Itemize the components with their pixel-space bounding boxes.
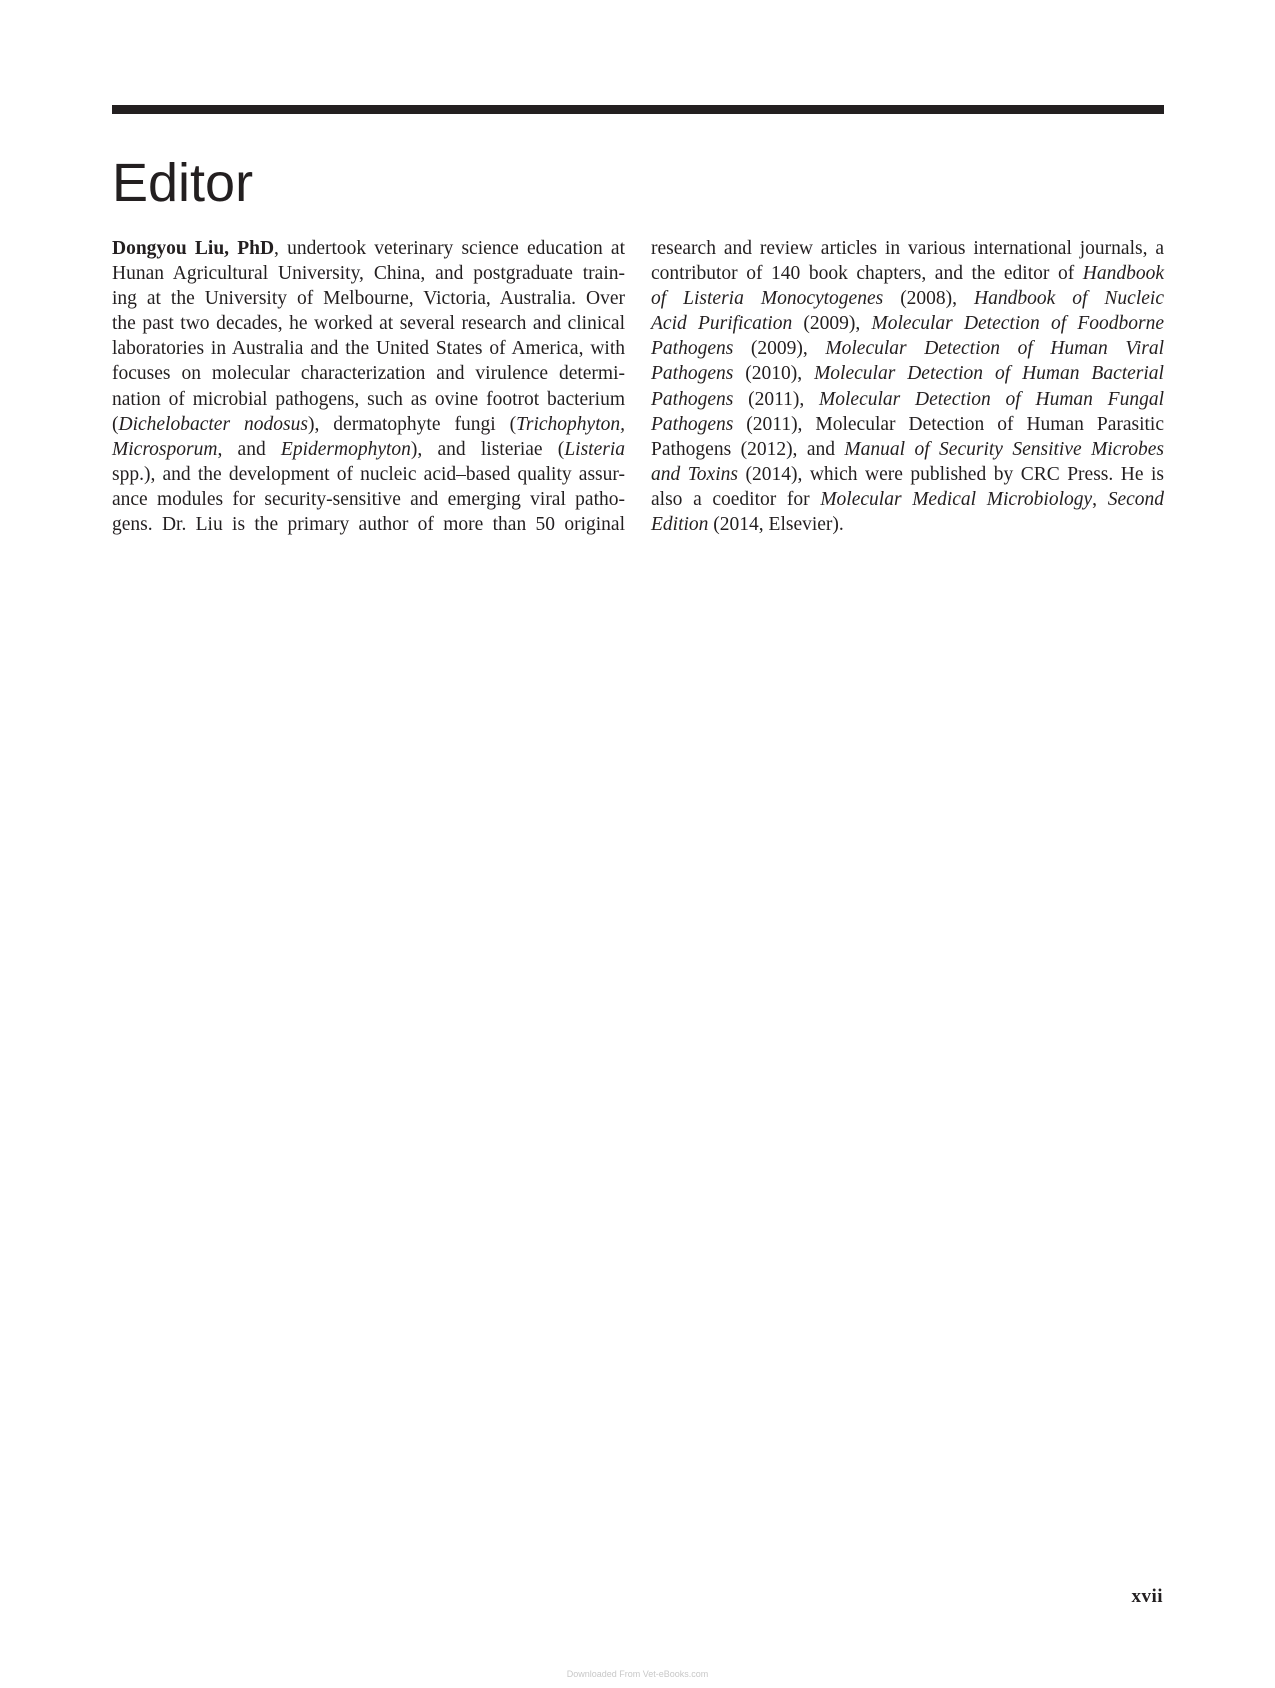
text-line	[112, 487, 625, 512]
author-name: Dongyou Liu, PhD	[112, 238, 275, 259]
text-line	[651, 512, 1164, 537]
text-line	[112, 236, 625, 261]
body-text: gens. Dr. Liu is the primary author of more than 50 original	[112, 514, 625, 536]
text-line	[651, 487, 1164, 512]
body-text: contributor of 140 book chapters, and the editor of	[651, 263, 1083, 285]
italic-text: Handbook	[1082, 263, 1164, 285]
body-text: spp.), and the development of nucleic acid–based quality assur-	[112, 463, 625, 485]
italic-text: Pathogens	[651, 338, 734, 360]
text-line	[651, 462, 1164, 487]
text-line	[651, 311, 1164, 336]
text-line	[651, 437, 1164, 462]
download-watermark: Downloaded From Vet-eBooks.com	[566, 1669, 709, 1679]
italic-text: Trichophyton,	[516, 413, 625, 435]
italic-text: Edition	[651, 514, 709, 536]
bio-column-right	[651, 236, 1164, 537]
page-number: xvii	[1131, 1586, 1163, 1607]
italic-text: Molecular Detection of Foodborne	[871, 313, 1164, 335]
text-line	[112, 462, 625, 487]
body-text: (2009),	[792, 313, 872, 335]
body-text: laboratories in Australia and the United States of America, with	[112, 338, 625, 360]
body-text: (2011), Molecular Detection of Human Parasitic	[733, 413, 1164, 435]
body-text: (2014), which were published by CRC Press. He is	[737, 463, 1164, 485]
italic-text: Listeria	[564, 438, 625, 460]
text-line	[112, 261, 625, 286]
body-text: ance modules for security-sensitive and emerging viral patho-	[112, 488, 625, 510]
italic-text: Epidermophyton	[280, 438, 411, 460]
italic-text: Pathogens	[651, 363, 734, 385]
body-text: (2010),	[733, 363, 815, 385]
italic-text: Microsporum	[112, 438, 218, 460]
body-text: nation of microbial pathogens, such as ovine footrot bacterium	[112, 388, 625, 410]
text-line	[112, 336, 625, 361]
body-text: ), and listeriae (	[410, 438, 565, 460]
body-text: ,	[1092, 488, 1108, 510]
italic-text: and Toxins	[651, 463, 738, 485]
body-text: , undertook veterinary science education at	[274, 238, 625, 259]
body-text: Pathogens (2012), and	[651, 438, 845, 460]
body-text: (2008),	[883, 288, 975, 310]
italic-text: Pathogens	[651, 413, 734, 435]
italic-text: Molecular Detection of Human Bacterial	[814, 363, 1164, 385]
text-line	[651, 261, 1164, 286]
text-line	[112, 512, 625, 537]
body-text: (2011),	[733, 388, 819, 410]
italic-text: Manual of Security Sensitive Microbes	[844, 438, 1164, 460]
body-text: (	[112, 413, 119, 435]
body-text: research and review articles in various international journals, a	[651, 238, 1164, 259]
body-text: (2014, Elsevier).	[708, 514, 844, 536]
body-text: ing at the University of Melbourne, Victoria, Australia. Over	[112, 288, 625, 310]
body-text: focuses on molecular characterization and virulence determi-	[112, 363, 625, 385]
text-line	[651, 361, 1164, 386]
text-line	[112, 361, 625, 386]
text-line	[112, 387, 625, 412]
italic-text: Dichelobacter nodosus	[118, 413, 308, 435]
text-line	[651, 387, 1164, 412]
italic-text: Pathogens	[651, 388, 734, 410]
italic-text: Second	[1107, 488, 1164, 510]
text-line	[112, 311, 625, 336]
text-line	[651, 336, 1164, 361]
italic-text: of Listeria Monocytogenes	[651, 288, 884, 310]
italic-text: Molecular Detection of Human Fungal	[819, 388, 1164, 410]
text-line	[651, 236, 1164, 261]
body-text: (2009),	[733, 338, 826, 360]
bio-column-left	[112, 236, 625, 537]
body-text: Hunan Agricultural University, China, and postgraduate train-	[112, 263, 625, 285]
page-title: Editor	[112, 153, 254, 213]
body-text: the past two decades, he worked at several research and clinical	[112, 313, 625, 335]
italic-text: Molecular Detection of Human Viral	[825, 338, 1164, 360]
top-rule	[112, 105, 1164, 114]
italic-text: Acid Purification	[651, 313, 793, 335]
italic-text: Handbook of Nucleic	[974, 288, 1164, 310]
body-text: ), dermatophyte fungi (	[307, 413, 517, 435]
text-line	[651, 412, 1164, 437]
text-line	[651, 286, 1164, 311]
body-text: also a coeditor for	[651, 488, 821, 510]
body-text: , and	[217, 438, 281, 460]
text-line	[112, 286, 625, 311]
text-line	[112, 412, 625, 437]
italic-text: Molecular Medical Microbiology	[820, 488, 1093, 510]
text-line	[112, 437, 625, 462]
